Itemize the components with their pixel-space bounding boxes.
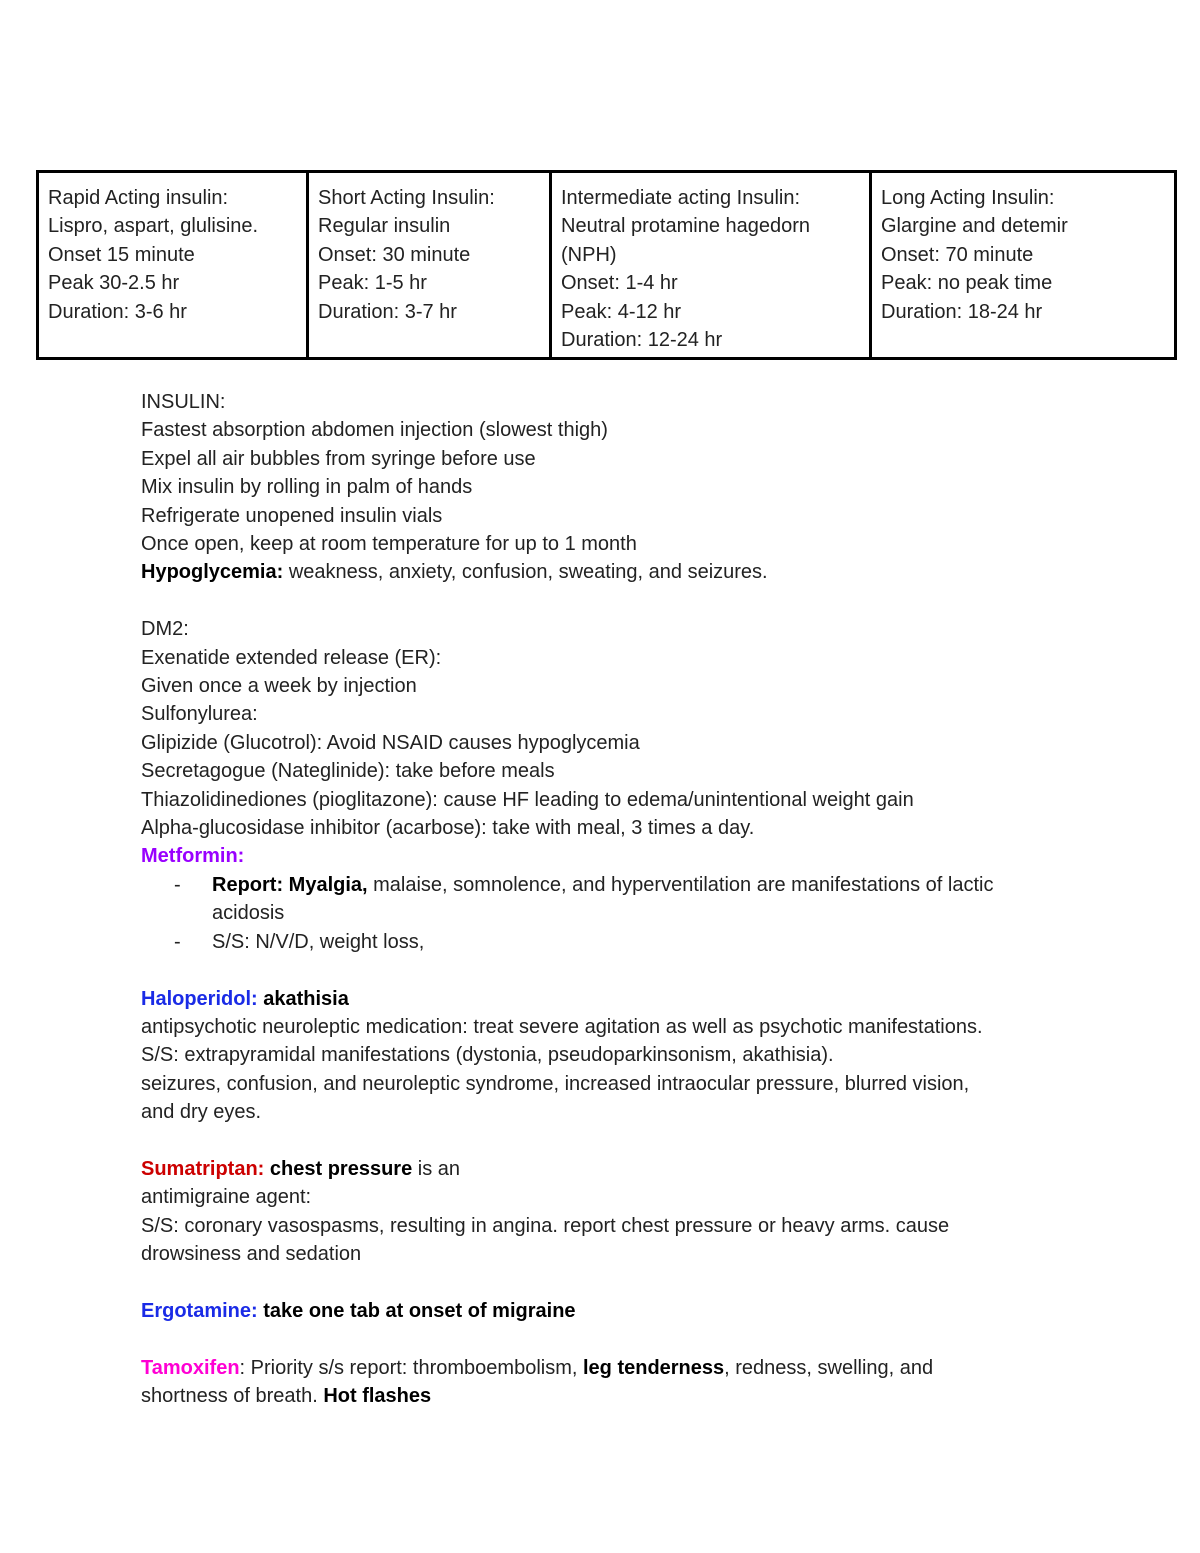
sumatriptan-section [141, 1155, 1141, 1269]
cell-line: Short Acting Insulin: [318, 187, 495, 209]
list-item [141, 871, 1141, 928]
short-acting-cell [308, 172, 551, 359]
cell-line: Glargine and detemir [881, 215, 1068, 238]
sumatriptan-label: Sumatriptan: [141, 1157, 265, 1180]
note-line: Sulfonylurea: [141, 703, 258, 726]
cell-line: Rapid Acting insulin: [48, 187, 229, 209]
list-item-text-a: malaise, somnolence, and hyperventilation are manifestations of lactic [367, 873, 994, 896]
note-line: Expel all air bubbles from syringe before use [141, 447, 536, 470]
tamoxifen-section [141, 1354, 1141, 1411]
insulin-section [141, 388, 1141, 587]
cell-line: Duration: 12-24 hr [561, 329, 723, 352]
intermediate-acting-cell [551, 172, 871, 359]
sumatriptan-heading [141, 1155, 1141, 1183]
hypoglycemia-text: weakness, anxiety, confusion, sweating, and seizures. [283, 561, 768, 584]
table-row [38, 172, 1176, 359]
cell-line: Onset: 30 minute [318, 243, 471, 266]
list-item-text: S/S: N/V/D, weight loss, [212, 930, 425, 953]
sumatriptan-bold: chest pressure [264, 1157, 413, 1180]
note-line: antipsychotic neuroleptic medication: treat severe agitation as well as psychotic manifestations. [141, 1015, 983, 1038]
list-item-text [212, 871, 1141, 899]
note-line: Secretagogue (Nateglinide): take before meals [141, 760, 555, 783]
tamoxifen-bold-a: leg tenderness [582, 1356, 725, 1379]
tamoxifen-line-2 [141, 1382, 1141, 1410]
spacer [141, 956, 1141, 984]
cell-line: Lispro, aspart, glulisine. [48, 215, 259, 238]
cell-line: Peak: 1-5 hr [318, 272, 427, 295]
tamoxifen-label: Tamoxifen [141, 1356, 240, 1379]
cell-line: Peak: 4-12 hr [561, 300, 682, 323]
list-item [141, 928, 1141, 956]
note-line: Given once a week by injection [141, 675, 417, 698]
note-line: Thiazolidinediones (pioglitazone): cause HF leading to edema/unintentional weight gain [141, 788, 914, 811]
cell-line: Regular insulin [318, 215, 451, 238]
spacer [141, 1269, 1141, 1297]
section-heading: DM2: [141, 618, 189, 641]
ergotamine-label: Ergotamine: [141, 1299, 258, 1322]
metformin-list [141, 871, 1141, 956]
note-line: seizures, confusion, and neuroleptic syndrome, increased intraocular pressure, blurred vision, [141, 1072, 970, 1095]
tamoxifen-text-b: , redness, swelling, and [724, 1356, 934, 1379]
tamoxifen-text-c: shortness of breath. [141, 1385, 324, 1408]
cell-line: Neutral protamine hagedorn [561, 215, 811, 238]
haloperidol-section [141, 985, 1141, 1127]
cell-line: Duration: 3-6 hr [48, 300, 187, 323]
haloperidol-heading [141, 985, 1141, 1013]
note-line: Exenatide extended release (ER): [141, 646, 442, 669]
ergotamine-section [141, 1297, 1141, 1325]
cell-line: Peak 30-2.5 hr [48, 272, 180, 295]
note-line: antimigraine agent: [141, 1186, 312, 1209]
hypoglycemia-line [141, 558, 1141, 586]
note-line: Mix insulin by rolling in palm of hands [141, 476, 473, 499]
dash-bullet: - [174, 930, 181, 953]
cell-line: (NPH) [561, 243, 617, 266]
long-acting-cell [871, 172, 1176, 359]
insulin-types-table [36, 170, 1177, 360]
report-label: Report: Myalgia, [212, 873, 368, 896]
list-item-text-b: acidosis [212, 902, 285, 925]
tamoxifen-line-1 [141, 1354, 1141, 1382]
haloperidol-label: Haloperidol: [141, 987, 258, 1010]
ergotamine-heading [141, 1297, 1141, 1325]
note-line: Refrigerate unopened insulin vials [141, 504, 443, 527]
haloperidol-bold: akathisia [257, 987, 349, 1010]
dash-bullet: - [174, 873, 181, 896]
rapid-acting-cell [38, 172, 308, 359]
cell-line: Peak: no peak time [881, 272, 1053, 295]
dm2-section [141, 615, 1141, 956]
notes-body [141, 388, 1141, 1411]
note-line: S/S: extrapyramidal manifestations (dystonia, pseudoparkinsonism, akathisia). [141, 1044, 834, 1067]
spacer [141, 1127, 1141, 1155]
cell-line: Onset: 70 minute [881, 243, 1034, 266]
note-line: Glipizide (Glucotrol): Avoid NSAID causes hypoglycemia [141, 731, 640, 754]
cell-line: Duration: 18-24 hr [881, 300, 1043, 323]
cell-line: Onset: 1-4 hr [561, 272, 678, 295]
cell-line: Long Acting Insulin: [881, 187, 1055, 209]
section-heading: INSULIN: [141, 391, 226, 413]
tamoxifen-text-a: : Priority s/s report: thromboembolism, [239, 1356, 583, 1379]
note-line: Fastest absorption abdomen injection (slowest thigh) [141, 419, 608, 442]
spacer [141, 1325, 1141, 1353]
sumatriptan-after: is an [412, 1157, 461, 1180]
note-line: Once open, keep at room temperature for up to 1 month [141, 533, 637, 556]
note-line: drowsiness and sedation [141, 1243, 362, 1266]
metformin-label: Metformin: [141, 845, 245, 868]
tamoxifen-bold-b: Hot flashes [323, 1385, 432, 1408]
note-line: Alpha-glucosidase inhibitor (acarbose): take with meal, 3 times a day. [141, 817, 755, 840]
cell-line: Onset 15 minute [48, 243, 195, 266]
hypoglycemia-label: Hypoglycemia: [141, 561, 284, 584]
note-line: S/S: coronary vasospasms, resulting in angina. report chest pressure or heavy arms. cause [141, 1214, 950, 1237]
cell-line: Intermediate acting Insulin: [561, 187, 801, 209]
note-line: and dry eyes. [141, 1101, 262, 1124]
ergotamine-bold: take one tab at onset of migraine [257, 1299, 576, 1322]
cell-line: Duration: 3-7 hr [318, 300, 457, 323]
spacer [141, 587, 1141, 615]
